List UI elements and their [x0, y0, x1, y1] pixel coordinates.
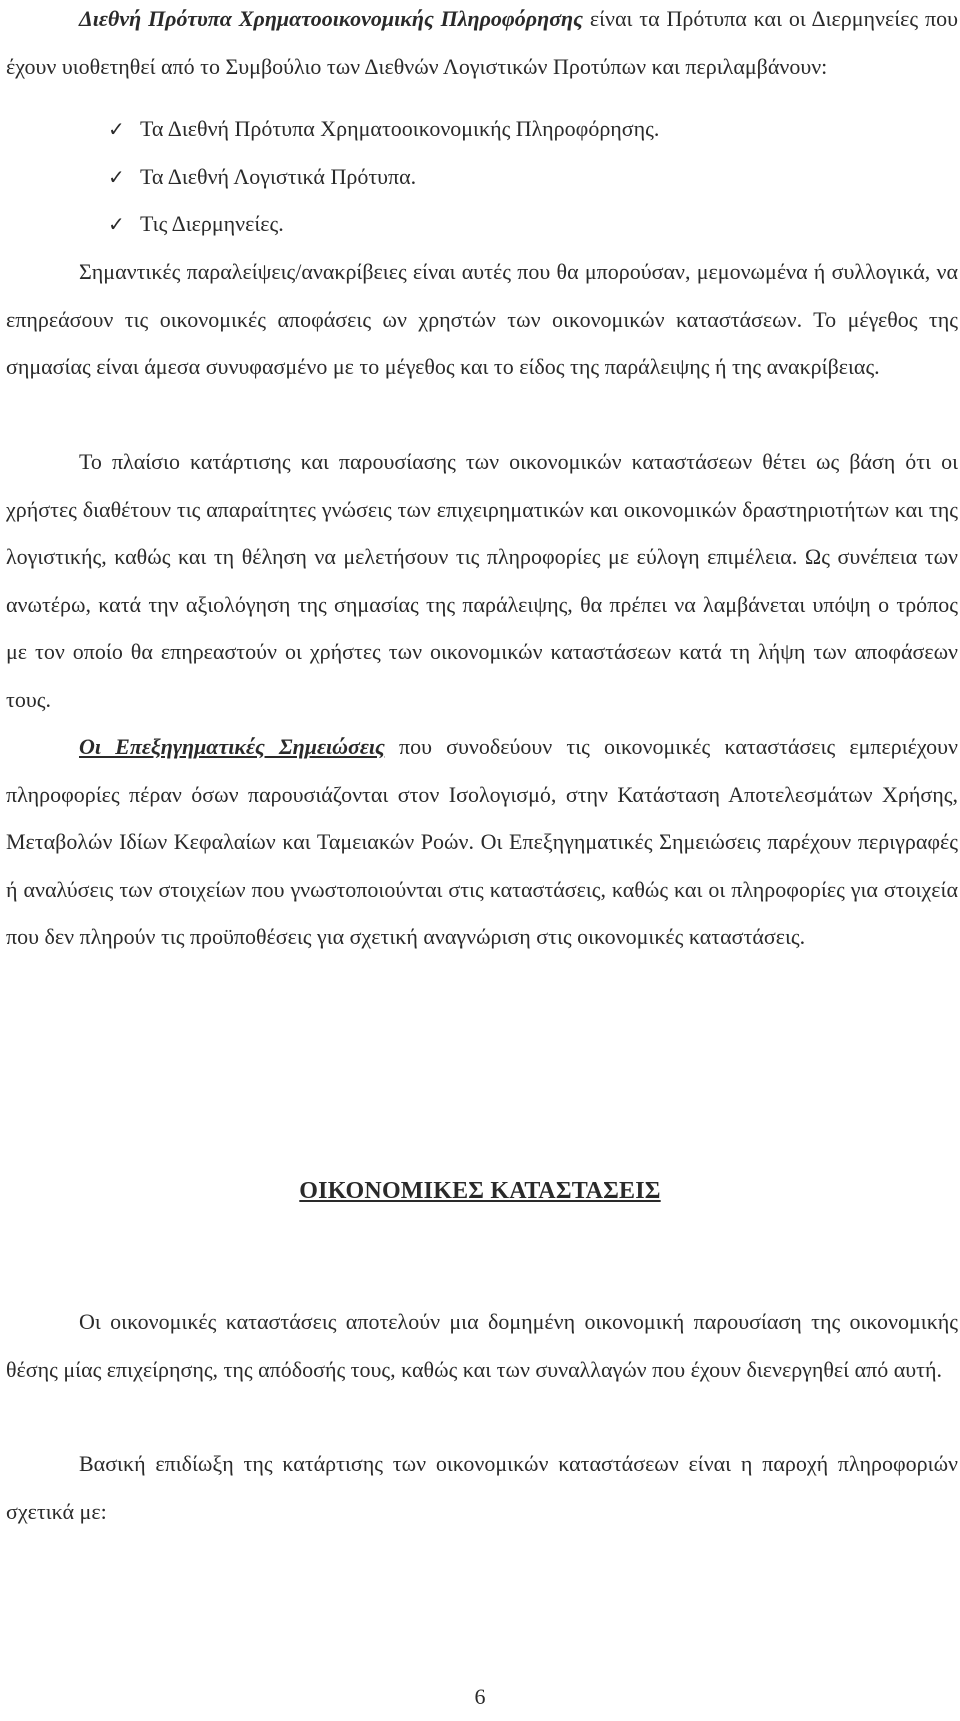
check-icon: ✓ — [108, 119, 125, 141]
ifrs-term: Διεθνή Πρότυπα Χρηματοοικονομικής Πληροφόρησης — [79, 6, 583, 31]
check-icon: ✓ — [108, 214, 125, 236]
checklist-item-label: Τις Διερμηνείες. — [140, 211, 284, 236]
ifrs-definition-paragraph — [6, 0, 958, 90]
explanatory-notes-text: που συνοδεύουν τις οικονομικές καταστάσεις εμπεριέχουν πληροφορίες πέραν όσων παρουσιάζονται στον Ισολογισμό, στην Κατάσταση Αποτελεσμάτων Χρήσης, Μεταβολών Ιδίων Κεφαλαίων και Ταμειακών Ροών. Οι Επεξηγηματικές Σημειώσεις παρέχουν περιγραφές ή αναλύσεις των στοιχείων που γνωστοποιούνται στις καταστάσεις, καθώς και οι πληροφορίες για στοιχεία που δεν πληρούν τις προϋποθέσεις για σχετική αναγνώριση στις οικονομικές καταστάσεις. — [6, 734, 958, 949]
ifrs-definition-text: είναι τα Πρότυπα και οι Διερμηνείες που έχουν υιοθετηθεί από το Συμβούλιο των Διεθνών Λογιστικών Προτύπων και περιλαμβάνουν: — [6, 6, 958, 79]
checklist-item — [108, 200, 659, 248]
checklist-item-label: Τα Διεθνή Λογιστικά Πρότυπα. — [140, 163, 417, 189]
explanatory-notes-term: Οι Επεξηγηματικές Σημειώσεις — [79, 734, 385, 759]
objective-paragraph: Βασική επιδίωξη της κατάρτισης των οικονομικών καταστάσεων είναι η παροχή πληροφοριών σχετικά με: — [6, 1451, 958, 1524]
checklist-item — [108, 105, 659, 153]
standards-checklist — [108, 105, 659, 248]
checklist-item-label: Τα Διεθνή Πρότυπα Χρηματοοικονομικής Πληροφόρησης. — [140, 116, 660, 141]
material-omissions-paragraph: Σημαντικές παραλείψεις/ανακρίβειες είναι αυτές που θα μπορούσαν, μεμονωμένα ή συλλογικά, να επηρεάσουν τις οικονομικές αποφάσεις ων χρηστών των οικονομικών καταστάσεων. Το μέγεθος της σημασίας είναι άμεσα συνυφασμένο με το μέγεθος και το είδος της παράλειψης ή της ανακρίβειας. — [6, 259, 958, 379]
explanatory-notes-paragraph — [6, 723, 958, 961]
check-icon: ✓ — [108, 166, 125, 189]
checklist-item — [108, 153, 659, 201]
section-heading: ΟΙΚΟΝΟΜΙΚΕΣ ΚΑΤΑΣΤΑΣΕΙΣ — [299, 1178, 661, 1204]
framework-paragraph: Το πλαίσιο κατάρτισης και παρουσίασης των οικονομικών καταστάσεων θέτει ως βάση ότι οι χρήστες διαθέτουν τις απαραίτητες γνώσεις των επιχειρηματικών και οικονομικών δραστηριοτήτων και της λογιστικής, καθώς και τη θέληση να μελετήσουν τις πληροφορίες με εύλογη επιμέλεια. Ως συνέπεια των ανωτέρω, κατά την αξιολόγηση της σημασίας της παράλειψης, θα πρέπει να λαμβάνεται υπόψη ο τρόπος με τον οποίο θα επηρεαστούν οι χρήστες των οικονομικών καταστάσεων κατά τη λήψη των αποφάσεων τους. — [6, 449, 958, 712]
page-number: 6 — [474, 1684, 486, 1709]
financial-statements-paragraph: Οι οικονομικές καταστάσεις αποτελούν μια δομημένη οικονομική παρουσίαση της οικονομικής θέσης μίας επιχείρησης, της απόδοσής τους, καθώς και των συναλλαγών που έχουν διενεργηθεί από αυτή. — [6, 1309, 958, 1382]
